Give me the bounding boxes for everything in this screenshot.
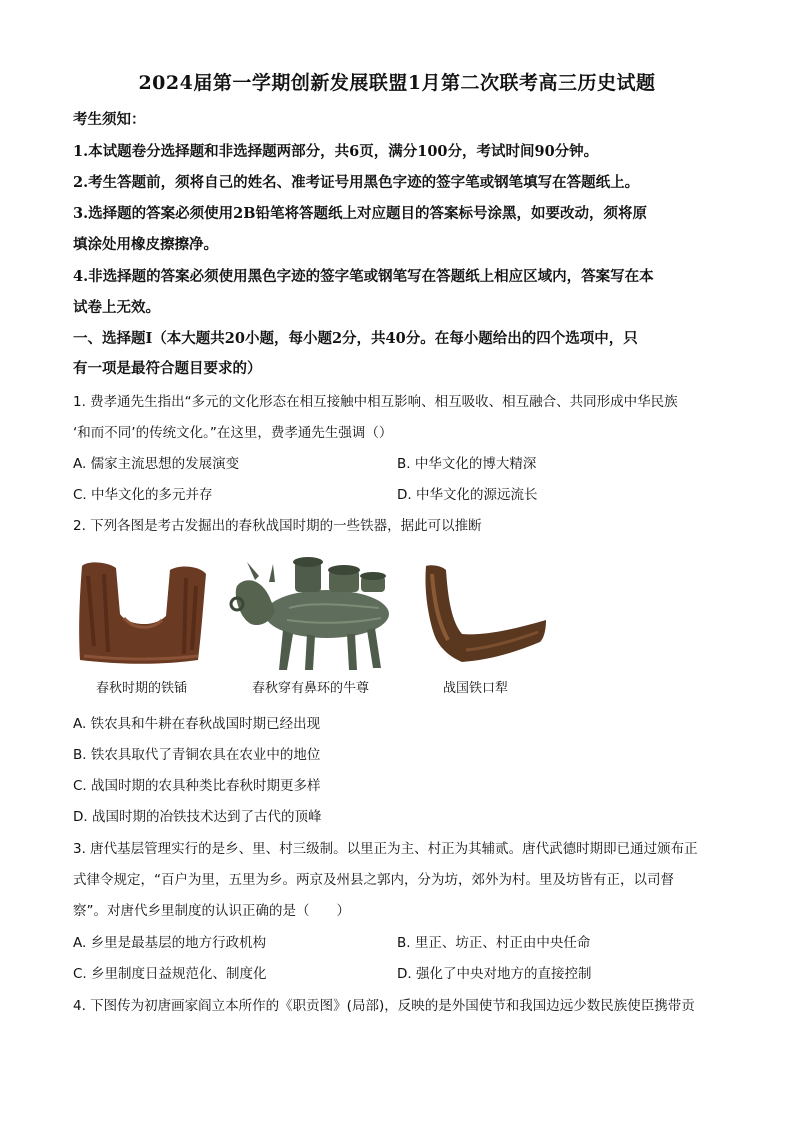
bronze-ox-zun-image [229,548,399,676]
question-2-stem: 2. 下列各图是考古发掘出的春秋战国时期的一些铁器，据此可以推断 [73,518,482,534]
section-heading: 一、选择题Ⅰ（本大题共20小题，每小题2分，共40分。在每小题给出的四个选项中，只 [73,330,638,347]
notice-item: 4.非选择题的答案必须使用黑色字迹的签字笔或钢笔写在答题纸上相应区域内，答案写在本 [73,268,654,285]
figure-caption-ox-zun: 春秋穿有鼻环的牛尊 [252,681,370,696]
notice-item: 1.本试题卷分选择题和非选择题两部分，共6页，满分100分，考试时间90分钟。 [73,143,599,160]
question-2-option-b: B. 铁农具取代了青铜农具在农业中的地位 [73,747,321,763]
question-3-option-c: C. 乡里制度日益规范化、制度化 [73,966,267,982]
question-1-option-a: A. 儒家主流思想的发展演变 [73,456,240,472]
question-3-option-b: B. 里正、坊正、村正由中央任命 [397,935,591,951]
question-1-stem-cont: ‘和而不同’的传统文化。”在这里，费孝通先生强调（） [73,425,393,441]
notice-heading: 考生须知： [73,111,146,128]
notice-item: 3.选择题的答案必须使用2B铅笔将答题纸上对应题目的答案标号涂黑，如要改动，须将原 [73,205,647,222]
question-3-option-a: A. 乡里是最基层的地方行政机构 [73,935,267,951]
iron-plough-image [420,560,550,670]
notice-item: 试卷上无效。 [73,299,160,316]
question-3-stem-cont: 式律令规定，“百户为里，五里为乡。两京及州县之郭内，分为坊，郊外为村。里及坊皆有正，以司督 [73,872,674,888]
question-1-option-d: D. 中华文化的源远流长 [397,487,538,503]
question-3-stem: 3. 唐代基层管理实行的是乡、里、村三级制。以里正为主、村正为其辅贰。唐代武德时期即已通过颁布正 [73,841,698,857]
question-1-option-c: C. 中华文化的多元并存 [73,487,213,503]
notice-item: 填涂处用橡皮擦擦净。 [73,236,218,253]
figure-caption-spade: 春秋时期的铁锸 [96,681,188,696]
section-heading-cont: 有一项是最符合题目要求的） [73,360,262,377]
question-3-stem-cont: 察”。对唐代乡里制度的认识正确的是（ ） [73,903,350,919]
iron-spade-image [74,556,214,668]
question-1-option-b: B. 中华文化的博大精深 [397,456,537,472]
question-1-stem: 1. 费孝通先生指出“多元的文化形态在相互接触中相互影响、相互吸收、相互融合、共同形成中华民族 [73,394,678,410]
question-2-option-a: A. 铁农具和牛耕在春秋战国时期已经出现 [73,716,321,732]
figure-caption-plough: 战国铁口犁 [443,681,509,696]
question-4-stem: 4. 下图传为初唐画家阎立本所作的《职贡图》(局部)，反映的是外国使节和我国边远少数民族使臣携带贡 [73,998,695,1014]
question-2-option-d: D. 战国时期的冶铁技术达到了古代的顶峰 [73,809,322,825]
question-2-option-c: C. 战国时期的农具种类比春秋时期更多样 [73,778,321,794]
page-title: 2024届第一学期创新发展联盟1月第二次联考高三历史试题 [138,72,656,94]
notice-item: 2.考生答题前，须将自己的姓名、准考证号用黑色字迹的签字笔或钢笔填写在答题纸上。 [73,174,640,191]
question-3-option-d: D. 强化了中央对地方的直接控制 [397,966,592,982]
